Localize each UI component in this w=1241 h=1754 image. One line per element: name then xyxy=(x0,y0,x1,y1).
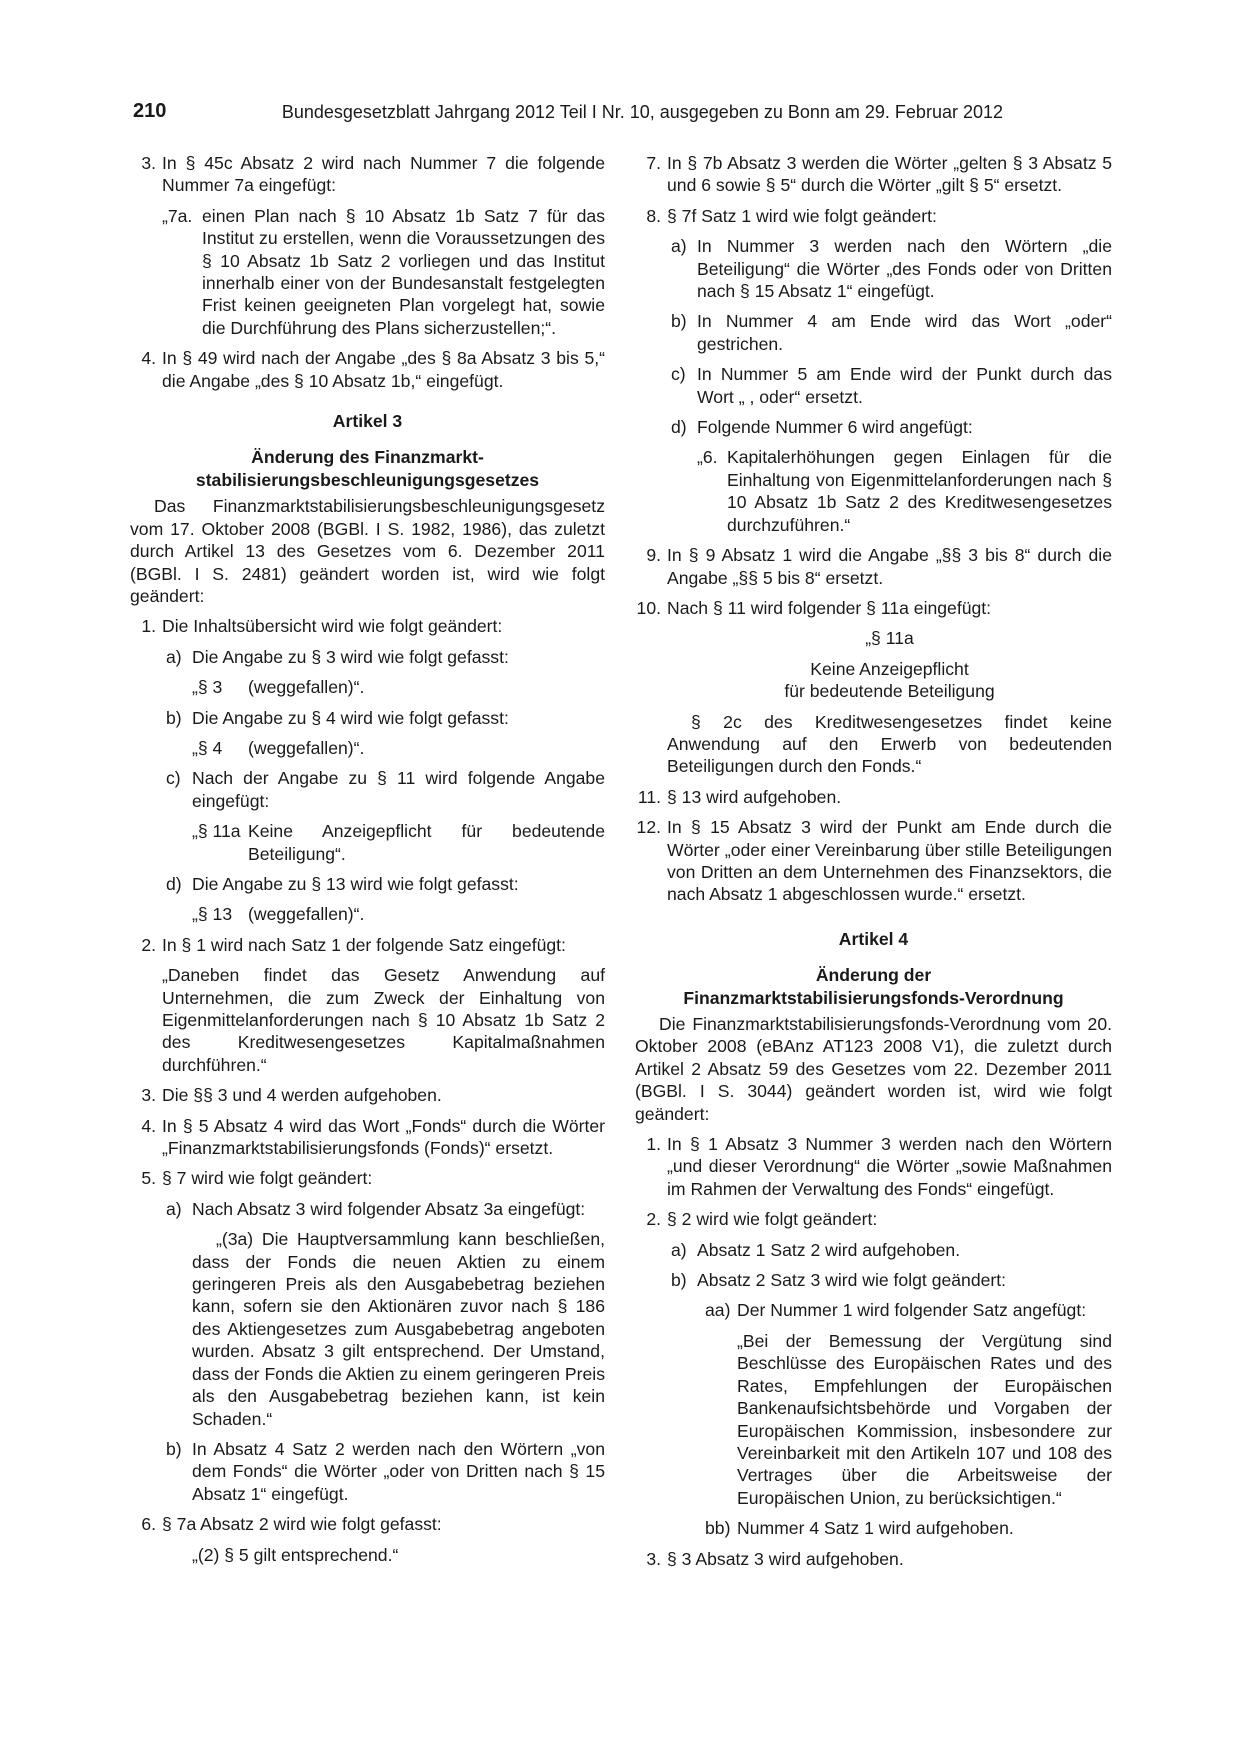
quoted-body: einen Plan nach § 10 Absatz 1b Satz 7 für das Institut zu erstellen, wenn die Voraussetzungen des § 10 Absatz 1b Satz 2 vorliegen und das Institut innerhalb einer von der Bundesanstalt festgelegten Frist keinen geeigneten Plan vorgelegt hat, sowie die Durchführung des Plans sicherzustellen;“. xyxy=(202,205,605,338)
sub-item-letter: a) xyxy=(166,646,182,667)
sub-item-text: Absatz 1 Satz 2 wird aufgehoben. xyxy=(697,1239,961,1260)
article-title-line: Änderung des Finanzmarkt- xyxy=(251,447,484,468)
item-text: In § 1 Absatz 3 Nummer 3 werden nach den Wörtern „und dieser Verordnung“ die Wörter „sowie Maßnahmen im Rahmen der Verwaltung des Fonds“ eingefügt. xyxy=(667,1134,1112,1199)
sub-item-letter: a) xyxy=(671,236,687,257)
quoted-text xyxy=(737,1330,1112,1509)
list-item xyxy=(635,205,1112,227)
quoted-heading-line: für bedeutende Beteiligung xyxy=(784,681,995,702)
sub-item-text: Absatz 2 Satz 3 wird wie folgt geändert: xyxy=(697,1270,1007,1291)
sub-item xyxy=(166,1198,605,1220)
sub-sub-item-letter: aa) xyxy=(705,1300,731,1321)
list-item xyxy=(635,816,1112,906)
item-text: In § 1 wird nach Satz 1 der folgende Satz eingefügt: xyxy=(162,934,566,955)
quoted-body: Keine Anzeigepflicht für bedeutende Beteiligung“. xyxy=(248,821,605,864)
item-number: 3. xyxy=(646,1548,661,1569)
quoted-text xyxy=(192,820,605,865)
quoted-number: „7a. xyxy=(162,205,193,226)
quoted-body: „(2) § 5 gilt entsprechend.“ xyxy=(192,1544,399,1565)
list-item xyxy=(130,1513,605,1535)
quoted-text xyxy=(192,1544,605,1566)
item-number: 11. xyxy=(637,786,661,807)
list-item xyxy=(130,1084,605,1106)
item-number: 1. xyxy=(646,1134,661,1155)
sub-item xyxy=(671,416,1112,438)
item-number: 1. xyxy=(141,616,156,637)
item-text: In § 49 wird nach der Angabe „des § 8a Absatz 3 bis 5,“ die Angabe „des § 10 Absatz 1b,“ eingefügt. xyxy=(162,348,605,391)
item-number: 9. xyxy=(646,545,661,566)
quoted-paragraph-number: „§ 11a xyxy=(865,628,914,649)
item-text: § 2 wird wie folgt geändert: xyxy=(667,1209,878,1230)
item-number: 2. xyxy=(646,1209,661,1230)
sub-item xyxy=(671,235,1112,302)
page-header xyxy=(133,100,1003,126)
quoted-heading-line: Keine Anzeigepflicht xyxy=(810,658,969,679)
article-intro: Das Finanzmarktstabilisierungsbeschleunigungsgesetz vom 17. Oktober 2008 (BGBl. I S. 1982, 1986), das zuletzt durch Artikel 13 des Gesetzes vom 6. Dezember 2011 (BGBl. I S. 2481) geändert worden ist, wird wie folgt geändert: xyxy=(130,496,605,606)
item-number: 6. xyxy=(141,1514,156,1535)
list-item xyxy=(130,934,605,956)
sub-item-text: Nach der Angabe zu § 11 wird folgende Angabe eingefügt: xyxy=(192,768,605,811)
item-number: 3. xyxy=(141,1085,156,1106)
sub-item-letter: b) xyxy=(166,1438,182,1459)
list-item xyxy=(130,1115,605,1160)
list-item xyxy=(635,1133,1112,1200)
sub-sub-item-letter: bb) xyxy=(705,1518,731,1539)
quoted-text xyxy=(162,205,605,339)
sub-item-letter: a) xyxy=(166,1198,182,1219)
sub-item xyxy=(671,310,1112,355)
sub-item-letter: b) xyxy=(671,1270,687,1291)
quoted-paragraph: „§ 4 xyxy=(192,737,223,758)
item-text: Die §§ 3 und 4 werden aufgehoben. xyxy=(162,1085,442,1106)
quoted-text xyxy=(192,676,605,698)
item-text: § 7 wird wie folgt geändert: xyxy=(162,1168,373,1189)
quoted-paragraph: „§ 3 xyxy=(192,677,223,698)
quoted-body: § 2c des Kreditwesengesetzes findet keine Anwendung auf den Erwerb von bedeutenden Beteiligungen durch den Fonds.“ xyxy=(667,711,1112,777)
list-item xyxy=(130,152,605,197)
list-item xyxy=(130,347,605,392)
quoted-text xyxy=(192,903,605,925)
item-number: 3. xyxy=(141,153,156,173)
quoted-text xyxy=(192,1228,605,1430)
sub-sub-item xyxy=(705,1517,1112,1539)
quoted-text xyxy=(192,737,605,759)
quoted-text xyxy=(697,446,1112,536)
item-number: 8. xyxy=(646,205,661,226)
item-text: In § 9 Absatz 1 wird die Angabe „§§ 3 bis 8“ durch die Angabe „§§ 5 bis 8“ ersetzt. xyxy=(667,545,1112,588)
item-number: 4. xyxy=(141,1115,156,1136)
item-text: In § 15 Absatz 3 wird der Punkt am Ende durch die Wörter „oder einer Vereinbarung über stille Beteiligungen von Dritten an dem Unternehmen des Finanzsektors, die nach Absatz 1 abgeschlossen wurde.“ ersetzt. xyxy=(667,817,1112,905)
quoted-paragraph: „§ 13 xyxy=(192,904,233,925)
item-text: § 7f Satz 1 wird wie folgt geändert: xyxy=(667,205,937,226)
sub-item xyxy=(671,363,1112,408)
sub-item-letter: c) xyxy=(671,364,686,385)
article-intro: Die Finanzmarktstabilisierungsfonds-Verordnung vom 20. Oktober 2008 (eBAnz AT123 2008 V1), die zuletzt durch Artikel 2 Absatz 59 des Gesetzes vom 22. Dezember 2011 (BGBl. I S. 3044) geändert worden ist, wird wie folgt geändert: xyxy=(635,1014,1112,1124)
sub-item xyxy=(166,767,605,812)
sub-item xyxy=(166,707,605,729)
sub-item-text: Die Angabe zu § 13 wird wie folgt gefasst: xyxy=(192,873,519,894)
item-number: 2. xyxy=(141,934,156,955)
article-label: Artikel 4 xyxy=(838,928,909,949)
sub-item xyxy=(671,1239,1112,1261)
item-number: 12. xyxy=(636,817,661,838)
item-text: § 13 wird aufgehoben. xyxy=(667,786,842,807)
sub-item-letter: d) xyxy=(166,873,182,894)
quoted-paragraph: „§ 11a xyxy=(192,821,241,842)
sub-item xyxy=(166,873,605,895)
sub-item-text: Folgende Nummer 6 wird angefügt: xyxy=(697,417,973,438)
sub-item-text: Die Angabe zu § 3 wird wie folgt gefasst: xyxy=(192,646,509,667)
sub-item-text: Nach Absatz 3 wird folgender Absatz 3a eingefügt: xyxy=(192,1198,586,1219)
sub-item-text: In Absatz 4 Satz 2 werden nach den Wörtern „von dem Fonds“ die Wörter „oder von Dritten nach § 15 Absatz 1“ eingefügt. xyxy=(192,1438,605,1504)
gazette-title: Bundesgesetzblatt Jahrgang 2012 Teil I Nr. 10, ausgegeben zu Bonn am 29. Februar 2012 xyxy=(281,102,1003,122)
quoted-body: (weggefallen)“. xyxy=(248,677,365,698)
list-item xyxy=(635,1548,1112,1570)
sub-item-text: Die Angabe zu § 4 wird wie folgt gefasst: xyxy=(192,707,509,728)
item-number: 5. xyxy=(141,1168,156,1189)
list-item xyxy=(635,597,1112,619)
sub-sub-item-text: Nummer 4 Satz 1 wird aufgehoben. xyxy=(737,1518,1014,1539)
quoted-body: (weggefallen)“. xyxy=(248,737,365,758)
quoted-body: Kapitalerhöhungen gegen Einlagen für die Einhaltung von Eigenmittelanforderungen nach § 10 Absatz 1b Satz 2 des Kreditwesengesetzes durchzuführen.“ xyxy=(727,447,1112,535)
article-title-line: Änderung der xyxy=(815,965,932,986)
item-text: Die Inhaltsübersicht wird wie folgt geändert: xyxy=(162,616,503,637)
quoted-number: „6. xyxy=(697,447,718,468)
sub-item-letter: d) xyxy=(671,417,687,438)
list-item xyxy=(635,786,1112,808)
item-text: In § 5 Absatz 4 wird das Wort „Fonds“ durch die Wörter „Finanzmarktstabilisierungsfonds (Fonds)“ ersetzt. xyxy=(162,1115,605,1159)
sub-item-text: In Nummer 5 am Ende wird der Punkt durch das Wort „ , oder“ ersetzt. xyxy=(697,364,1112,407)
item-text: Nach § 11 wird folgender § 11a eingefügt: xyxy=(667,597,992,618)
sub-item-text: In Nummer 4 am Ende wird das Wort „oder“ gestrichen. xyxy=(697,311,1112,354)
item-text: In § 7b Absatz 3 werden die Wörter „gelten § 3 Absatz 5 und 6 sowie § 5“ durch die Wörter „gilt § 5“ ersetzt. xyxy=(667,153,1112,196)
article-title-line: stabilisierungsbeschleunigungsgesetzes xyxy=(195,469,540,490)
list-item xyxy=(635,544,1112,589)
sub-sub-item xyxy=(705,1299,1112,1321)
item-number: 10. xyxy=(636,597,661,618)
sub-item xyxy=(166,1438,605,1505)
quoted-body: „(3a) Die Hauptversammlung kann beschließen, dass der Fonds die neuen Aktien zu einem geringeren Preis als den Ausgabebetrag beziehen kann, sofern sie den Aktionären zuvor nach § 186 des Aktiengesetzes zum Ausgabebetrag angeboten wurden. Absatz 3 gilt entsprechend. Der Umstand, dass der Fonds die Aktien zu einem geringeren Preis als den Ausgabebetrag beziehen kann, ist kein Schaden.“ xyxy=(192,1229,605,1429)
item-text: In § 45c Absatz 2 wird nach Nummer 7 die folgende Nummer 7a eingefügt: xyxy=(162,153,605,196)
sub-item xyxy=(671,1269,1112,1291)
list-item xyxy=(130,615,605,637)
page-number: 210 xyxy=(133,100,167,122)
list-item xyxy=(635,1208,1112,1230)
sub-item-letter: c) xyxy=(166,768,181,789)
article-title-line: Finanzmarktstabilisierungsfonds-Verordnung xyxy=(683,987,1064,1008)
sub-item-text: In Nummer 3 werden nach den Wörtern „die Beteiligung“ die Wörter „des Fonds oder von Dritten nach § 15 Absatz 1“ eingefügt. xyxy=(697,236,1112,302)
article-label: Artikel 3 xyxy=(332,411,403,432)
sub-sub-item-text: Der Nummer 1 wird folgender Satz angefügt: xyxy=(737,1300,1087,1321)
item-number: 7. xyxy=(646,153,661,173)
list-item xyxy=(130,1167,605,1189)
sub-item-letter: b) xyxy=(166,707,182,728)
item-text: § 7a Absatz 2 wird wie folgt gefasst: xyxy=(162,1514,442,1535)
quoted-body: „Daneben findet das Gesetz Anwendung auf Unternehmen, die zum Zweck der Einhaltung von Eigenmittelanforderungen nach § 10 Absatz 1b Satz 2 des Kreditwesengesetzes Kapitalmaßnahmen durchführen.“ xyxy=(162,965,605,1075)
left-column xyxy=(130,152,605,1574)
item-text: § 3 Absatz 3 wird aufgehoben. xyxy=(667,1548,904,1569)
quoted-body: (weggefallen)“. xyxy=(248,904,365,925)
sub-item xyxy=(166,646,605,668)
list-item xyxy=(635,152,1112,197)
quoted-text xyxy=(162,964,605,1076)
quoted-body: „Bei der Bemessung der Vergütung sind Beschlüsse des Europäischen Rates und des Rates, Empfehlungen der Europäischen Bankenaufsichtsbehörde und Vorgaben der Europäischen Kommission, insbesondere zur Vereinbarkeit mit den Artikeln 107 und 108 des Vertrages über die Arbeitsweise der Europäischen Union, zu berücksichtigen.“ xyxy=(737,1330,1112,1508)
sub-item-letter: a) xyxy=(671,1239,687,1260)
right-column xyxy=(635,152,1112,1578)
sub-item-letter: b) xyxy=(671,311,687,332)
item-number: 4. xyxy=(141,348,156,369)
